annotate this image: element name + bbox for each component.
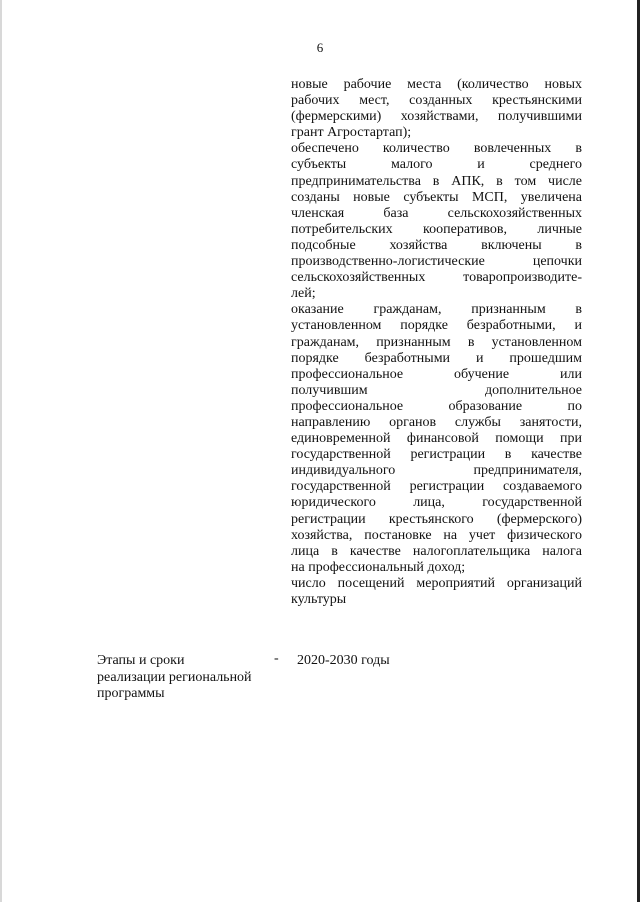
text-line: оказание гражданам, признанным в xyxy=(291,302,582,318)
stages-value: 2020-2030 годы xyxy=(297,653,390,668)
text-line: новые рабочие места (количество новых xyxy=(291,77,582,92)
scan-edge-left xyxy=(0,0,2,902)
text-line: профессиональное образование по xyxy=(291,398,582,414)
text-line: рабочих мест, созданных крестьянскими xyxy=(291,93,582,109)
page-number: 6 xyxy=(316,40,324,55)
text-line: порядке безработными и прошедшим xyxy=(291,350,582,366)
text-line: получившим дополнительное xyxy=(291,382,582,398)
text-line: лей; xyxy=(291,286,316,302)
text-line: регистрации крестьянского (фермерского) xyxy=(291,511,582,527)
text-line: индивидуального предпринимателя, xyxy=(291,463,582,479)
row-dash: - xyxy=(274,651,279,666)
stages-label xyxy=(97,653,272,703)
text-line: грант Агростартап); xyxy=(291,125,412,141)
stages-label-line: программы xyxy=(97,686,165,701)
text-line: направлению органов службы занятости, xyxy=(291,414,582,430)
text-line: созданы новые субъекты МСП, увеличена xyxy=(291,189,582,205)
text-line: единовременной финансовой помощи при xyxy=(291,431,582,447)
text-line: членская база сельскохозяйственных xyxy=(291,205,582,221)
stages-label-line: реализации региональной xyxy=(97,669,252,685)
text-line: потребительских кооперативов, личные xyxy=(291,221,582,237)
text-line: на профессиональный доход; xyxy=(291,559,466,575)
text-line: установленном порядке безработными, и xyxy=(291,318,582,334)
text-line: предпринимательства в АПК, в том числе xyxy=(291,173,582,189)
text-line: государственной регистрации создаваемого xyxy=(291,479,582,495)
text-line: лица в качестве налогоплательщика налога xyxy=(291,543,582,559)
text-line: профессиональное обучение или xyxy=(291,366,582,382)
text-line: хозяйства, постановке на учет физического xyxy=(291,527,582,543)
text-line: обеспечено количество вовлеченных в xyxy=(291,141,582,157)
text-line: производственно-логистические цепочки xyxy=(291,254,582,270)
text-line: сельскохозяйственных товаропроизводите- xyxy=(291,270,582,286)
text-line: юридического лица, государственной xyxy=(291,495,582,511)
text-line: культуры xyxy=(291,592,347,607)
text-line: государственной регистрации в качестве xyxy=(291,447,582,463)
text-line: число посещений мероприятий организаций xyxy=(291,575,582,591)
text-line: (фермерскими) хозяйствами, получившими xyxy=(291,109,582,125)
text-line: гражданам, признанным в установленном xyxy=(291,334,582,350)
text-line: субъекты малого и среднего xyxy=(291,157,582,173)
program-results-text xyxy=(291,77,582,608)
stages-label-line: Этапы и сроки xyxy=(97,653,185,668)
text-line: подсобные хозяйства включены в xyxy=(291,237,582,253)
